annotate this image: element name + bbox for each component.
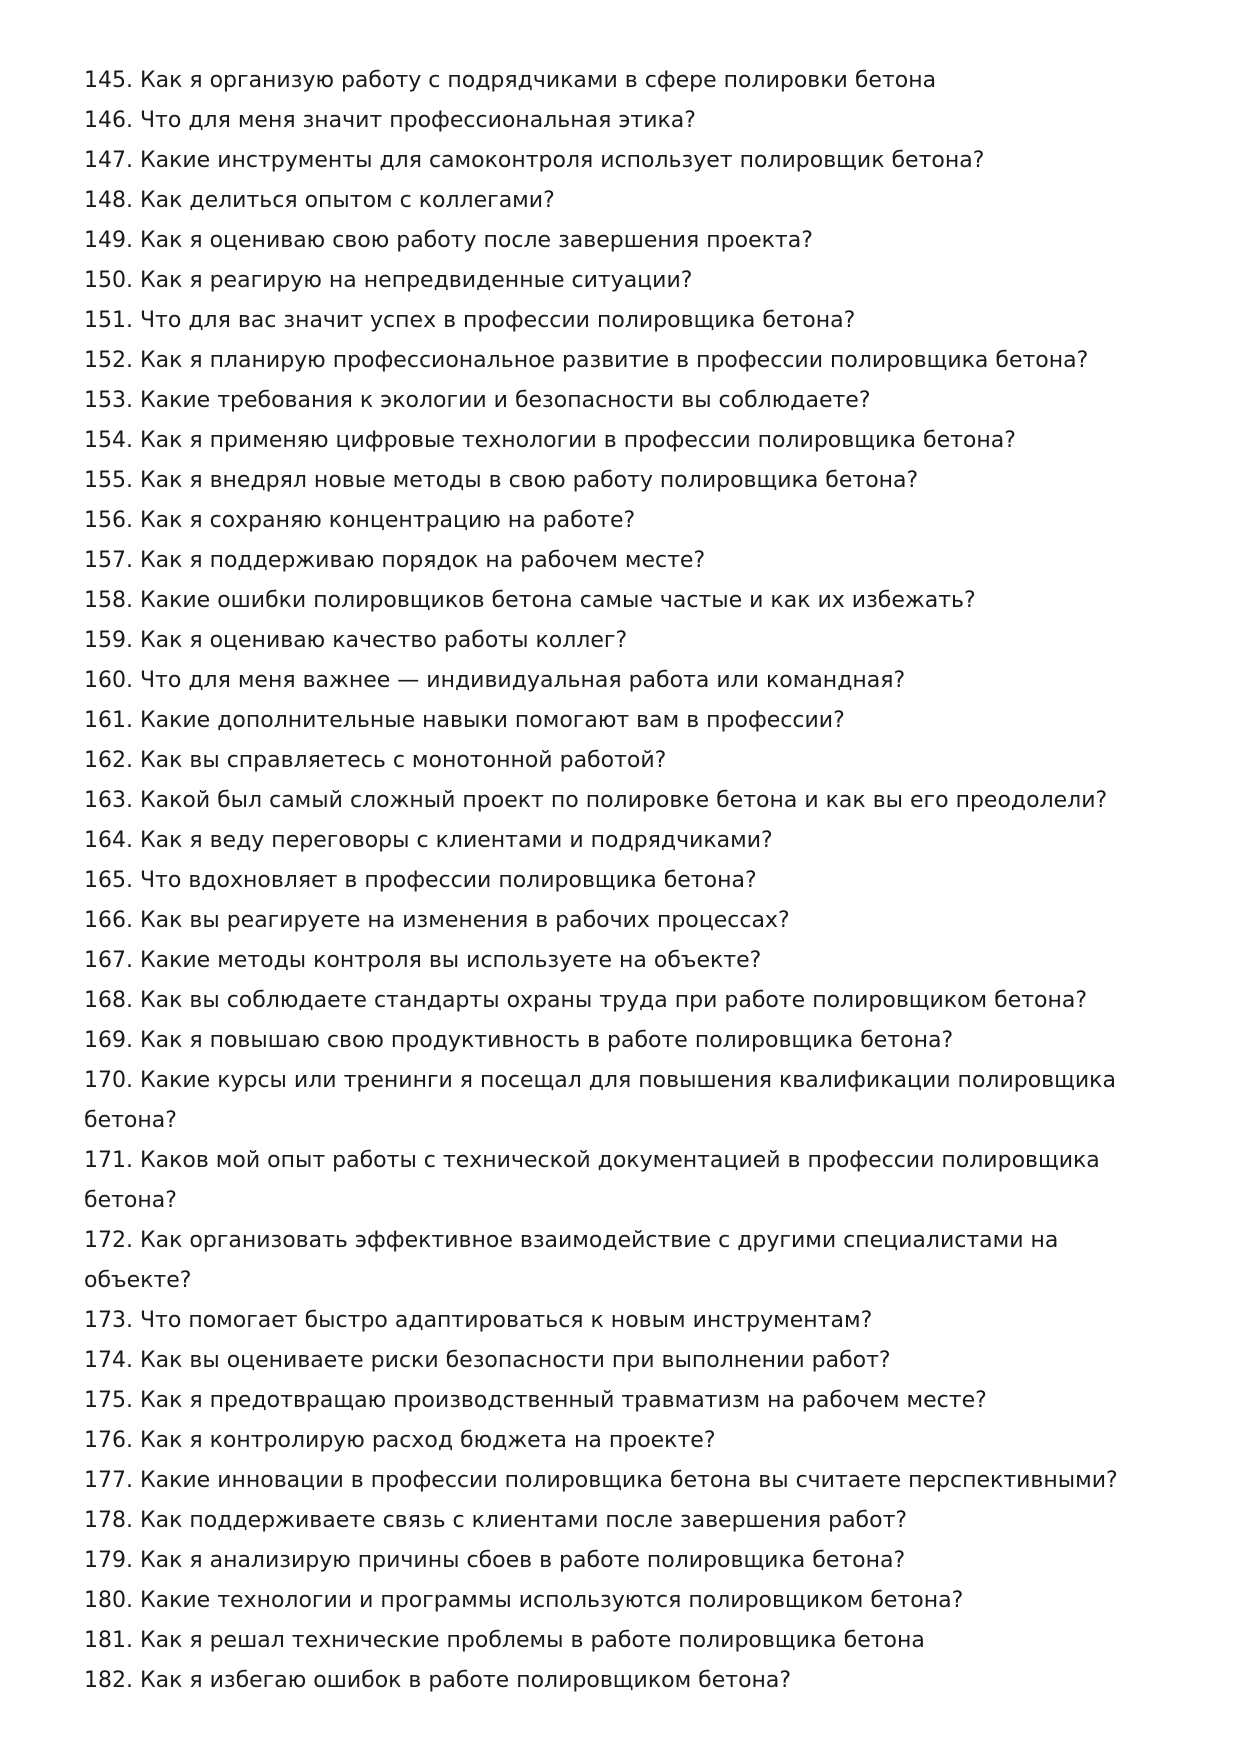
question-item: 167. Какие методы контроля вы используете на объекте? — [84, 948, 762, 973]
question-item: 151. Что для вас значит успех в профессии полировщика бетона? — [84, 308, 856, 333]
question-item: 149. Как я оцениваю свою работу после завершения проекта? — [84, 228, 813, 253]
question-item: 168. Как вы соблюдаете стандарты охраны труда при работе полировщиком бетона? — [84, 988, 1088, 1013]
question-item: 146. Что для меня значит профессиональная этика? — [84, 108, 696, 133]
question-item: 175. Как я предотвращаю производственный травматизм на рабочем месте? — [84, 1388, 987, 1413]
question-item: 166. Как вы реагируете на изменения в рабочих процессах? — [84, 908, 790, 933]
question-item: 160. Что для меня важнее — индивидуальная работа или командная? — [84, 668, 906, 693]
question-item: 174. Как вы оцениваете риски безопасности при выполнении работ? — [84, 1348, 891, 1373]
question-item: 155. Как я внедрял новые методы в свою работу полировщика бетона? — [84, 468, 919, 493]
question-item: 172. Как организовать эффективное взаимодействие с другими специалистами на объекте? — [84, 1228, 1059, 1293]
question-item: 159. Как я оцениваю качество работы коллег? — [84, 628, 628, 653]
question-list — [84, 61, 1164, 1701]
question-item: 161. Какие дополнительные навыки помогают вам в профессии? — [84, 708, 845, 733]
question-item: 163. Какой был самый сложный проект по полировке бетона и как вы его преодолели? — [84, 788, 1108, 813]
question-item: 177. Какие инновации в профессии полировщика бетона вы считаете перспективными? — [84, 1468, 1118, 1493]
question-item: 173. Что помогает быстро адаптироваться к новым инструментам? — [84, 1308, 873, 1333]
question-item: 153. Какие требования к экологии и безопасности вы соблюдаете? — [84, 388, 871, 413]
question-item: 176. Как я контролирую расход бюджета на проекте? — [84, 1428, 716, 1453]
question-item: 181. Как я решал технические проблемы в работе полировщика бетона — [84, 1628, 925, 1653]
question-item: 182. Как я избегаю ошибок в работе полировщиком бетона? — [84, 1668, 792, 1693]
question-item: 158. Какие ошибки полировщиков бетона самые частые и как их избежать? — [84, 588, 976, 613]
question-item: 165. Что вдохновляет в профессии полировщика бетона? — [84, 868, 757, 893]
question-item: 180. Какие технологии и программы используются полировщиком бетона? — [84, 1588, 964, 1613]
question-item: 171. Каков мой опыт работы с технической документацией в профессии полировщика бетона? — [84, 1148, 1100, 1213]
question-item: 145. Как я организую работу с подрядчиками в сфере полировки бетона — [84, 68, 937, 93]
question-item: 170. Какие курсы или тренинги я посещал для повышения квалификации полировщика бетона? — [84, 1068, 1116, 1133]
question-item: 164. Как я веду переговоры с клиентами и подрядчиками? — [84, 828, 773, 853]
question-item: 150. Как я реагирую на непредвиденные ситуации? — [84, 268, 693, 293]
question-item: 154. Как я применяю цифровые технологии в профессии полировщика бетона? — [84, 428, 1016, 453]
question-item: 178. Как поддерживаете связь с клиентами после завершения работ? — [84, 1508, 908, 1533]
question-item: 157. Как я поддерживаю порядок на рабочем месте? — [84, 548, 706, 573]
question-item: 162. Как вы справляетесь с монотонной работой? — [84, 748, 667, 773]
question-item: 147. Какие инструменты для самоконтроля использует полировщик бетона? — [84, 148, 985, 173]
question-item: 148. Как делиться опытом с коллегами? — [84, 188, 555, 213]
question-item: 169. Как я повышаю свою продуктивность в работе полировщика бетона? — [84, 1028, 954, 1053]
question-item: 152. Как я планирую профессиональное развитие в профессии полировщика бетона? — [84, 348, 1089, 373]
question-item: 179. Как я анализирую причины сбоев в работе полировщика бетона? — [84, 1548, 906, 1573]
question-item: 156. Как я сохраняю концентрацию на работе? — [84, 508, 636, 533]
